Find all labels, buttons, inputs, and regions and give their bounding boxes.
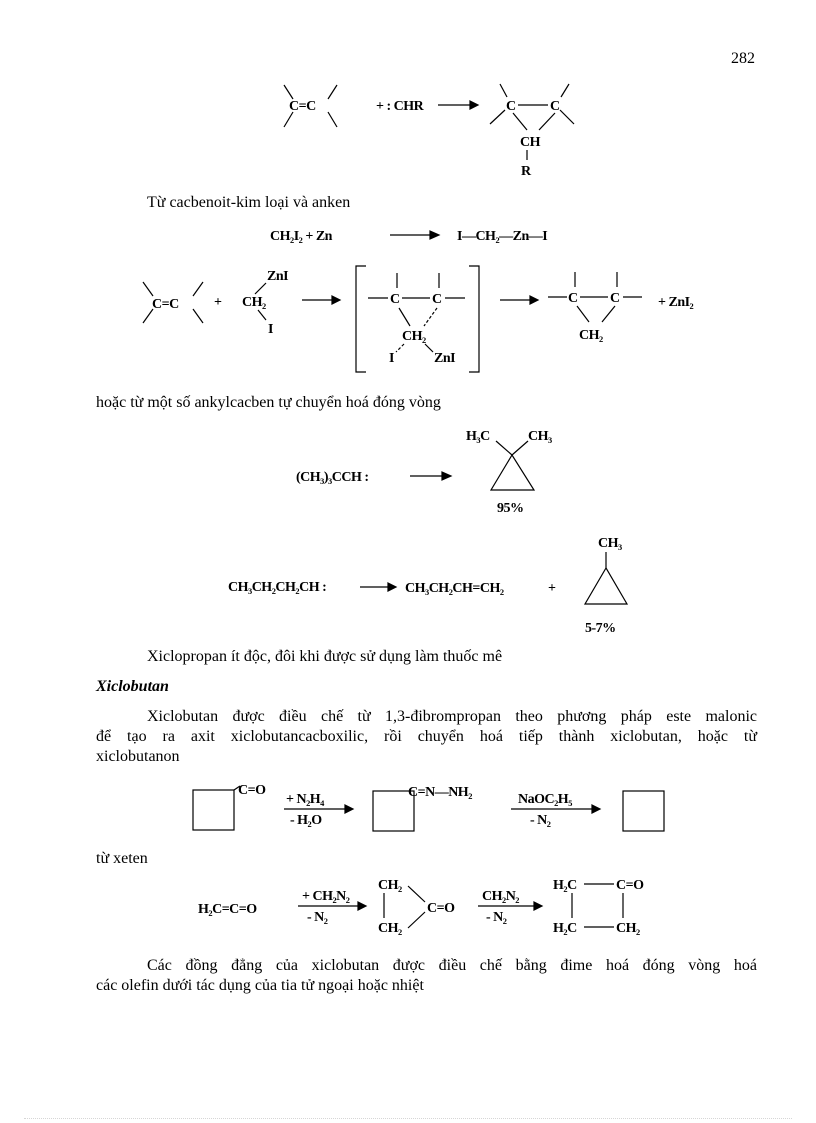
ketene-intro: từ xeten — [96, 850, 148, 867]
reaction4-substituent-left: H₃C — [466, 429, 490, 444]
page-bottom-divider — [24, 1118, 792, 1119]
reaction7-ketene: H₂C=C=O — [198, 902, 257, 917]
ts-carbon-right: C — [432, 292, 442, 307]
bond — [408, 912, 425, 928]
reaction3-plus: + — [214, 295, 222, 310]
ts-zni: ZnI — [434, 351, 456, 366]
ts-ch2: CH₂ — [402, 329, 426, 344]
product3-carbon-left: C — [568, 291, 578, 306]
homolog-line2: các olefin dưới tác dụng của tia tử ngoại hoặc nhiệt — [96, 977, 424, 994]
cyclobutane-heading: Xiclobutan — [96, 678, 169, 695]
ring-ch2-bottom: CH₂ — [378, 921, 402, 936]
reaction6-step2-top: NaOC₂H₅ — [518, 792, 572, 807]
product-carbon-left: C — [506, 99, 516, 114]
product7-top-left: H₂C — [553, 878, 577, 893]
product-carbon-right: C — [550, 99, 560, 114]
alkylcarbene-intro: hoặc từ một số ankylcacben tự chuyển hoá đóng vòng — [96, 394, 441, 411]
reaction5-substituent: CH₃ — [598, 536, 622, 551]
reaction3-reagent-bot: I — [268, 322, 273, 337]
homolog-line1: Các đồng đẳng của xiclobutan được điều chế bằng đime hoá đóng vòng hoá — [147, 957, 757, 974]
page-number: 282 — [731, 50, 755, 67]
reaction6-carbonyl: C=O — [238, 783, 266, 798]
ts-i: I — [389, 351, 394, 366]
reaction4-reactant: (CH₃)₃CCH : — [296, 470, 369, 485]
product7-top-right: C=O — [616, 878, 644, 893]
reaction1-reagent: + : CHR — [376, 99, 424, 114]
reaction7-step2-top: CH₂N₂ — [482, 889, 520, 904]
cyclopropane-note: Xiclopropan ít độc, đôi khi được sử dụng làm thuốc mê — [147, 648, 503, 665]
carbenoid-intro: Từ cacbenoit-kim loại và anken — [147, 194, 351, 211]
reaction6-hydrazone: C=N—NH₂ — [408, 785, 472, 800]
reaction2-reactants: CH₂I₂ + Zn — [270, 229, 332, 244]
reaction2-product: I—CH₂—Zn—I — [457, 229, 548, 244]
reaction3-reagent-mid: CH₂ — [242, 295, 266, 310]
reaction5-plus: + — [548, 581, 556, 596]
product3-ch2: CH₂ — [579, 328, 603, 343]
reaction7-step2-bottom: - N₂ — [486, 910, 507, 925]
cyclobutane-line1: Xiclobutan được điều chế từ 1,3-đibrompropan theo phương pháp este malonic — [147, 708, 757, 725]
reaction5-reactant: CH₃CH₂CH₂CH : — [228, 580, 327, 595]
reaction1-alkene: C=C — [289, 99, 316, 114]
reaction3-reagent-top: ZnI — [267, 269, 289, 284]
ring-co: C=O — [427, 901, 455, 916]
bond — [408, 886, 425, 902]
product7-bottom-right: CH₂ — [616, 921, 640, 936]
reaction6-step1-bottom: - H₂O — [290, 813, 322, 828]
reaction7-step1-bottom: - N₂ — [307, 910, 328, 925]
reaction3-alkene: C=C — [152, 297, 179, 312]
product-ch: CH — [520, 135, 540, 150]
cyclobutane-line2: để tạo ra axit xiclobutancacboxilic, rồi chuyển hoá tiếp thành xiclobutan, hoặc từ — [96, 728, 757, 745]
product3-zni2: + ZnI₂ — [658, 295, 694, 310]
product7-bottom-left: H₂C — [553, 921, 577, 936]
reaction4-yield: 95% — [497, 501, 524, 516]
reaction7-step1-top: + CH₂N₂ — [302, 889, 350, 904]
reaction6-step1-top: + N₂H₄ — [286, 792, 324, 807]
product3-carbon-right: C — [610, 291, 620, 306]
arrow-head — [534, 902, 542, 910]
arrow-head — [358, 902, 366, 910]
cyclobutane-line3: xiclobutanon — [96, 748, 180, 765]
reaction5-product: CH₃CH₂CH=CH₂ — [405, 581, 504, 596]
reaction5-yield: 5-7% — [585, 621, 616, 636]
reaction4-substituent-right: CH₃ — [528, 429, 552, 444]
reaction6-step2-bottom: - N₂ — [530, 813, 551, 828]
ring-ch2-top: CH₂ — [378, 878, 402, 893]
ts-carbon-left: C — [390, 292, 400, 307]
product-r: R — [521, 164, 531, 179]
